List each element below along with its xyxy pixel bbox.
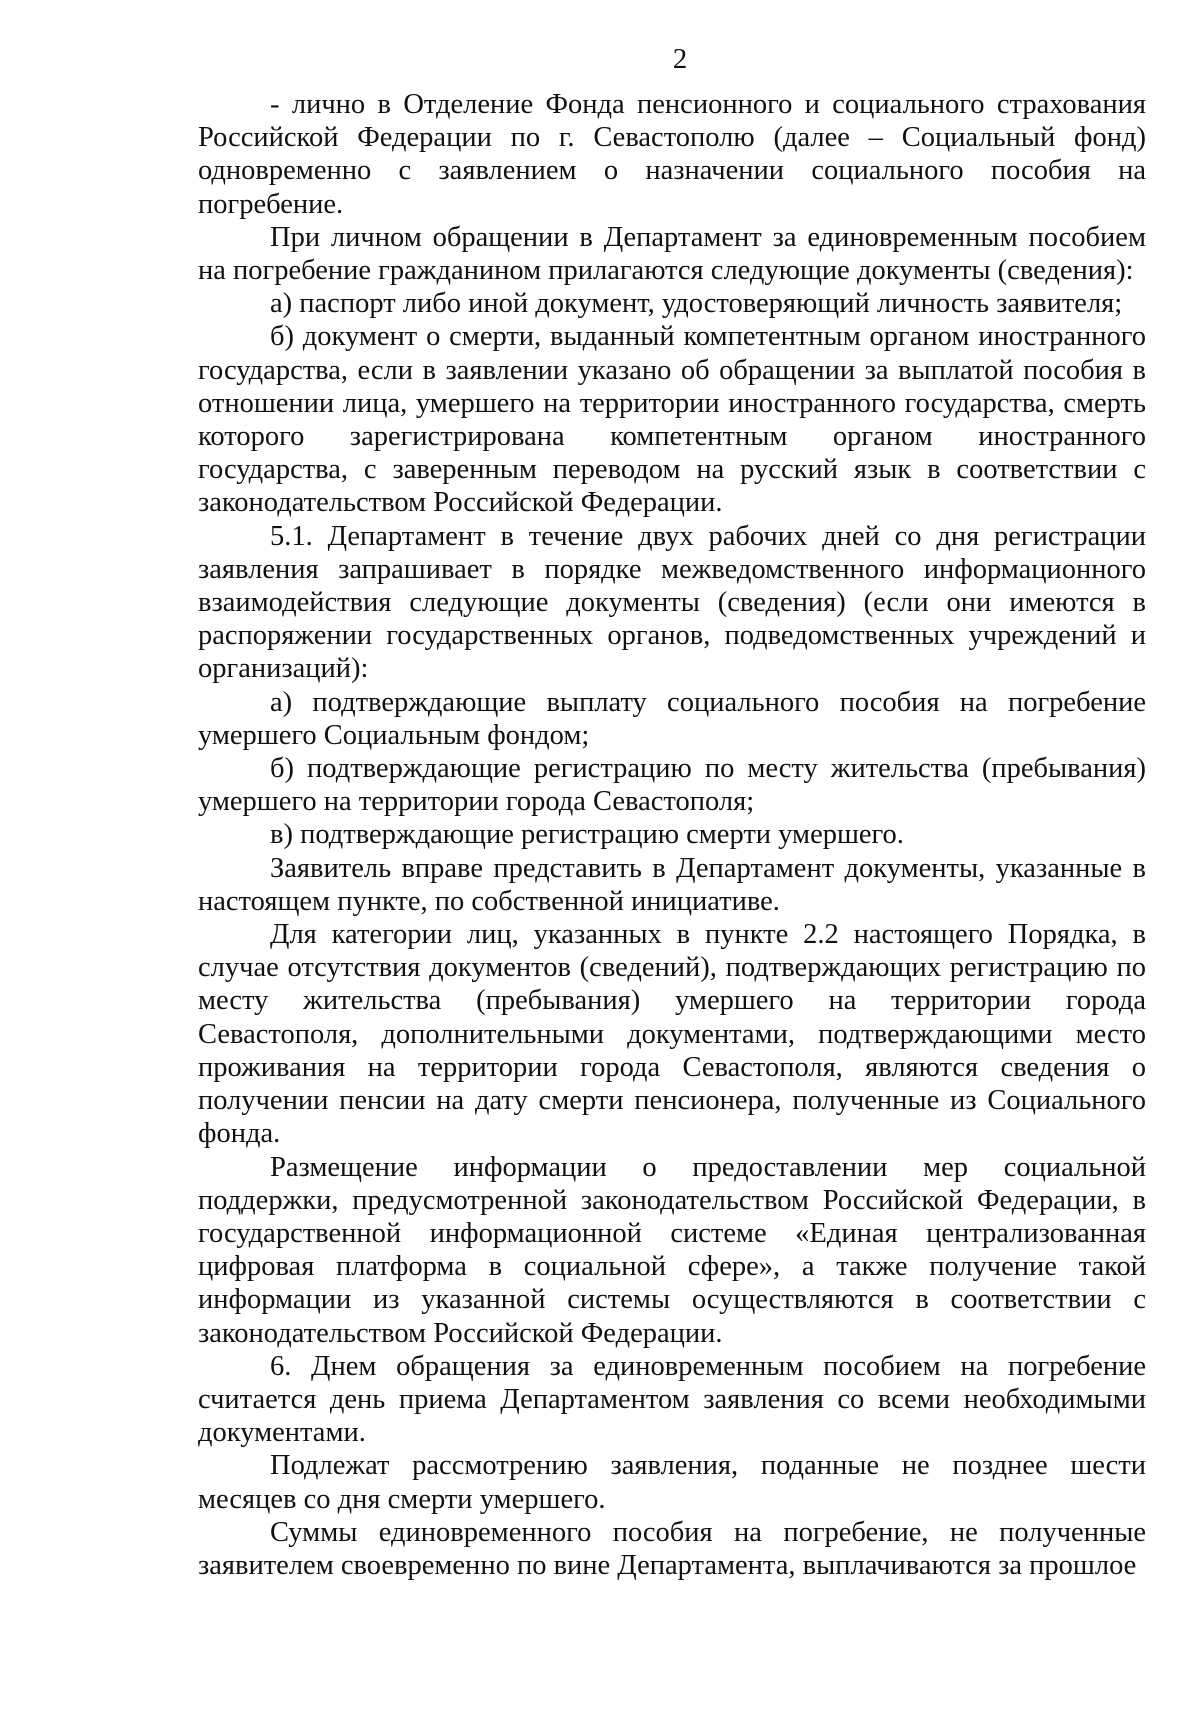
paragraph-category-2-2: Для категории лиц, указанных в пункте 2.2 настоящего Порядка, в случае отсутствия документов (сведений), подтверждающих регистрацию по месту жительства (пребывания) умершего на территории города Севастополя, дополнительными документами, подтверждающими место проживания на территории города Севастополя, являются сведения о получении пенсии на дату смерти пенсионера, полученные из Социального фонда. xyxy=(198,919,1146,1150)
paragraph-death-document: б) документ о смерти, выданный компетентным органом иностранного государства, если в заявлении указано об обращении за выплатой пособия в отношении лица, умершего на территории иностранного государства, смерть которого зарегистрирована компетентным органом иностранного государства, с заверенным переводом на русский язык в соответствии с законодательством Российской Федерации. xyxy=(198,321,1146,519)
paragraph-personal-submission: - лично в Отделение Фонда пенсионного и социального страхования Российской Федерации по г. Севастополю (далее – Социальный фонд) одновременно с заявлением о назначении социального пособия на погребение. xyxy=(198,89,1146,220)
paragraph-own-initiative: Заявитель вправе представить в Департамент документы, указанные в настоящем пункте, по собственной инициативе. xyxy=(198,852,1146,917)
paragraph-item-v: в) подтверждающие регистрацию смерти умершего. xyxy=(270,819,904,851)
paragraph-section-6: 6. Днем обращения за единовременным пособием на погребение считается день приема Департаментом заявления со всеми необходимыми документами. xyxy=(198,1350,1146,1449)
paragraph-six-month-limit: Подлежат рассмотрению заявления, поданные не позднее шести месяцев со дня смерти умершего. xyxy=(198,1450,1146,1515)
paragraph-passport: а) паспорт либо иной документ, удостоверяющий личность заявителя; xyxy=(270,288,1123,320)
paragraph-information-placement: Размещение информации о предоставлении мер социальной поддержки, предусмотренной законодательством Российской Федерации, в государственной информационной системе «Единая централизованная цифровая платформа в социальной сфере», а также получение такой информации из указанной системы осуществляются в соответствии с законодательством Российской Федерации. xyxy=(198,1151,1146,1349)
paragraph-item-b: б) подтверждающие регистрацию по месту жительства (пребывания) умершего на территории города Севастополя; xyxy=(198,753,1146,818)
paragraph-unpaid-amounts: Суммы единовременного пособия на погребение, не полученные заявителем своевременно по вине Департамента, выплачиваются за прошлое xyxy=(198,1516,1146,1581)
document-body xyxy=(198,88,1146,1582)
paragraph-personal-application: При личном обращении в Департамент за единовременным пособием на погребение гражданином прилагаются следующие документы (сведения): xyxy=(198,221,1146,287)
paragraph-item-a: а) подтверждающие выплату социального пособия на погребение умершего Социальным фондом; xyxy=(198,686,1146,751)
page-number: 2 xyxy=(672,43,688,75)
paragraph-section-5-1: 5.1. Департамент в течение двух рабочих дней со дня регистрации заявления запрашивает в порядке межведомственного информационного взаимодействия следующие документы (сведения) (если они имеются в распоряжении государственных органов, подведомственных учреждений и организаций): xyxy=(198,520,1146,685)
